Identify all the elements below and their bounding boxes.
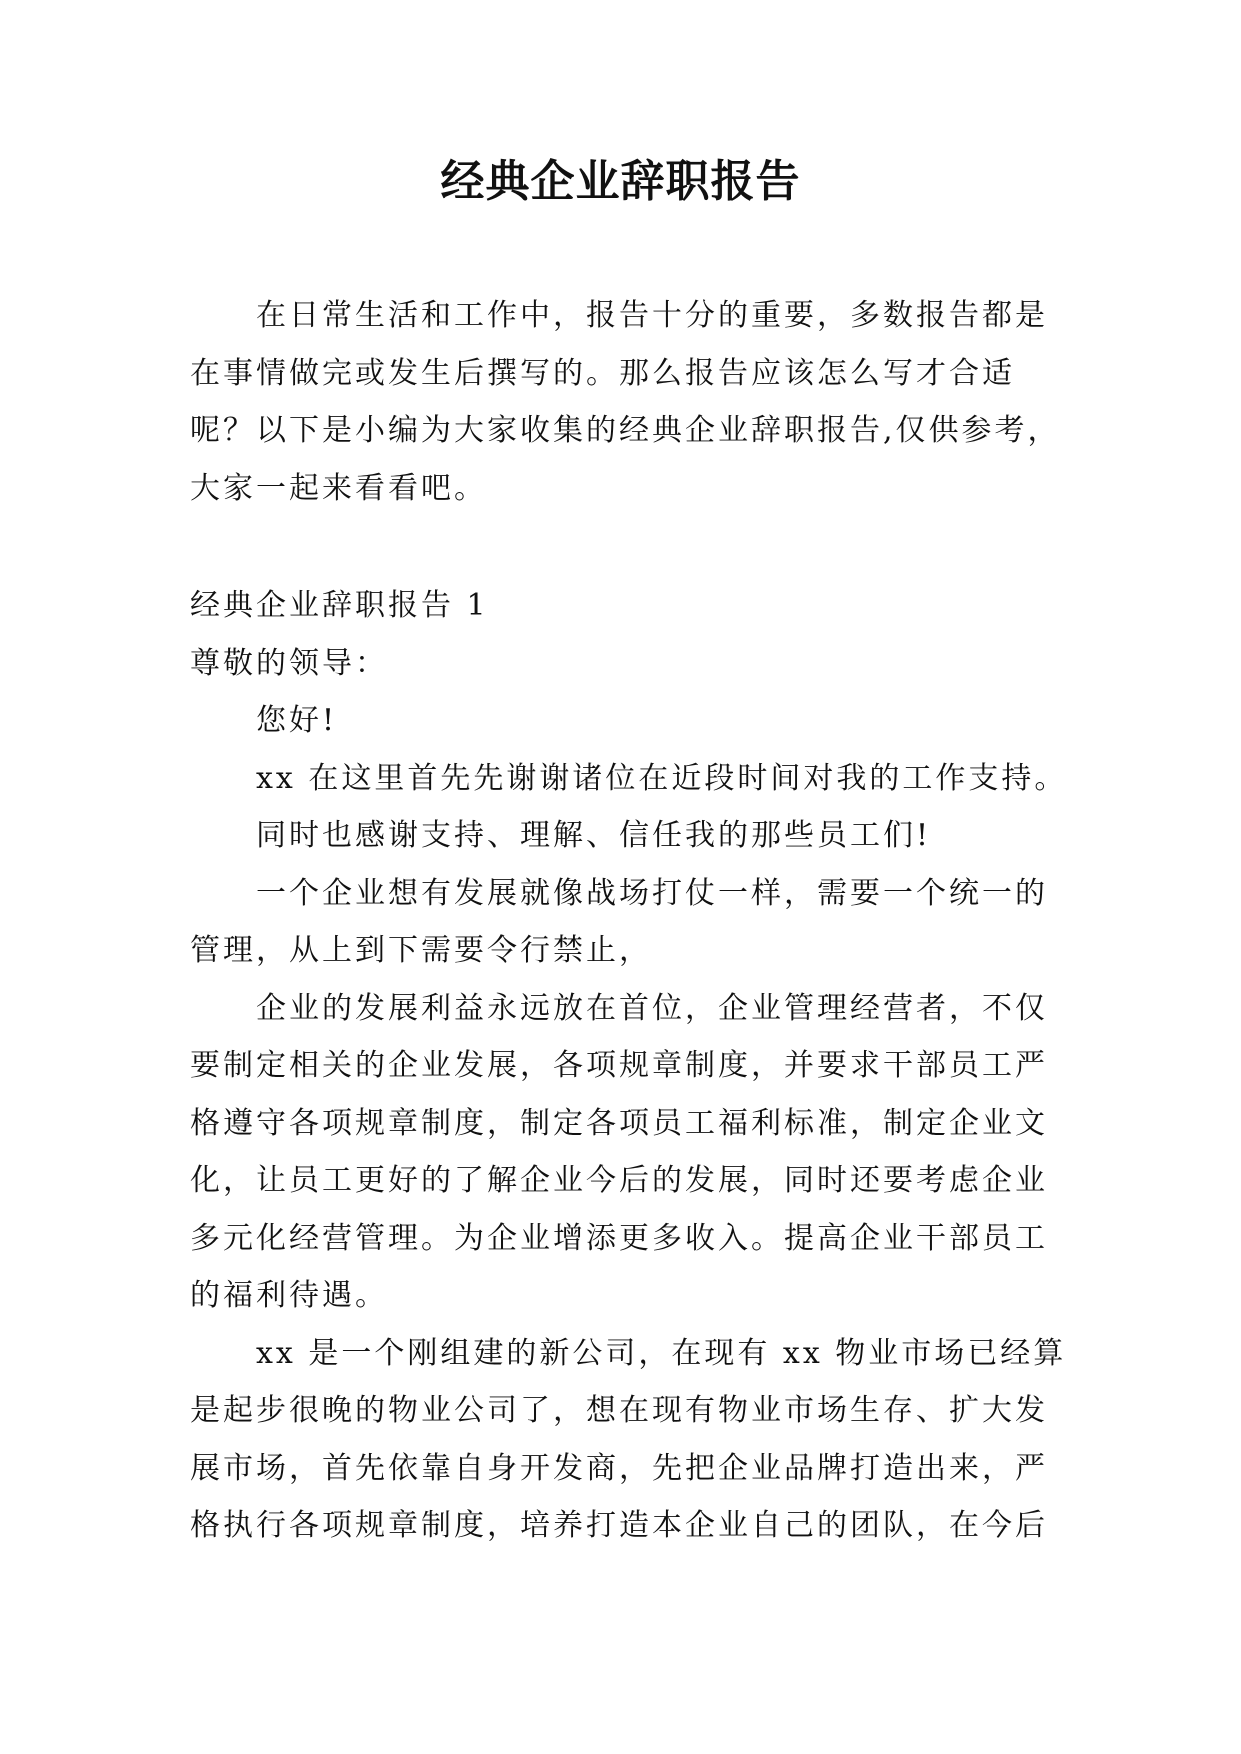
intro-section [190,287,1070,517]
body-paragraph-5: xx 是一个刚组建的新公司，在现有 xx 物业市场已经算是起步很晚的物业公司了，想在现有物业市场生存、扩大发展市场，首先依靠自身开发商，先把企业品牌打造出来，严格执行各项规章制度，培养打造本企业自己的团队，在今后 [190,1335,1067,1543]
document-title: 经典企业辞职报告 [440,156,801,207]
body-paragraph-3: 一个企业想有发展就像战场打仗一样，需要一个统一的管理，从上到下需要令行禁止， [190,875,1048,968]
salutation: 尊敬的领导： [190,645,388,681]
letter-section [190,577,1070,1555]
intro-paragraph: 在日常生活和工作中，报告十分的重要，多数报告都是在事情做完或发生后撰写的。那么报告应该怎么写才合适呢？以下是小编为大家收集的经典企业辞职报告,仅供参考，大家一起来看看吧。 [190,298,1061,506]
section-heading: 经典企业辞职报告 1 [190,588,489,623]
body-paragraph-4: 企业的发展利益永远放在首位，企业管理经营者，不仅要制定相关的企业发展，各项规章制度，并要求干部员工严格遵守各项规章制度，制定各项员工福利标准，制定企业文化，让员工更好的了解企业今后的发展，同时还要考虑企业多元化经营管理。为企业增添更多收入。提高企业干部员工的福利待遇。 [190,990,1048,1313]
greeting: 您好! [256,703,338,738]
body-paragraph-1: xx 在这里首先先谢谢诸位在近段时间对我的工作支持。 [256,760,1068,796]
body-paragraph-2: 同时也感谢支持、理解、信任我的那些员工们! [256,818,932,853]
